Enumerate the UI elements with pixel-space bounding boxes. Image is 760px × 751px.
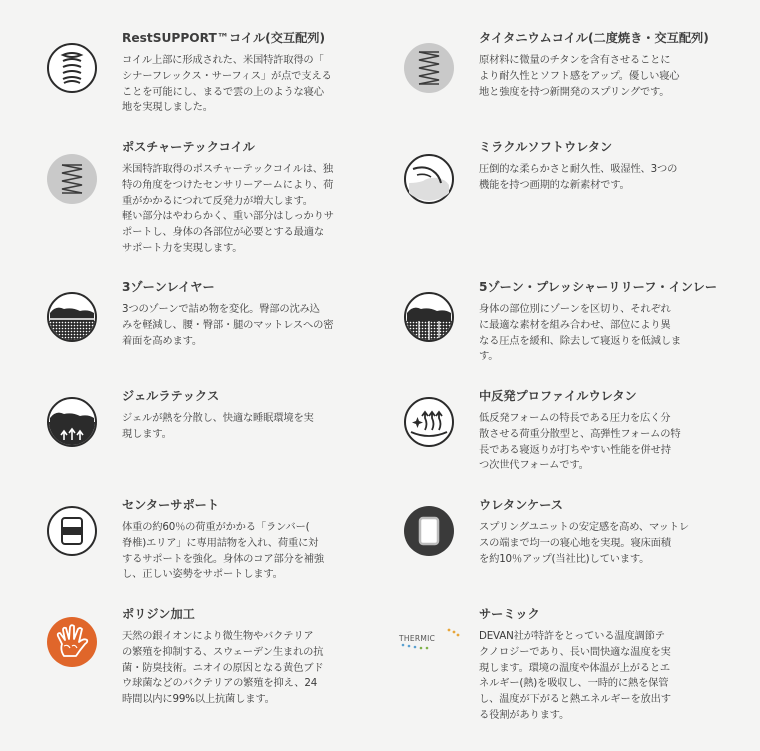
feature-profile-urethane <box>479 388 760 474</box>
feature-description: 圧倒的な柔らかさと耐久性、吸湿性、3つの 機能を持つ画期的な新素材です。 <box>479 163 678 191</box>
feature-description: 低反発フォームの特長である圧力を広く分 散させる荷重分散型と、高弾性フォームの特 長である寝返りが打ちやすい性能を併せ持 つ次世代フォームです。 <box>479 412 681 472</box>
gel-latex-icon <box>46 396 98 448</box>
thermic-logo-text: THERMIC <box>399 634 436 643</box>
feature-description: 米国特許取得のポスチャーテックコイルは、独 特の角度をつけたセンサリーアームにより、荷 重がかかるにつれて反発力が増大します。 軽い部分はやわらかく、重い部分はしっかりサ ポートし、身体の各部位が必要とする最適な サポート力を実現します。 <box>122 163 334 254</box>
feature-title: センターサポート <box>122 498 220 512</box>
feature-title: サーミック <box>479 607 540 621</box>
five-zone-inlay-icon <box>403 291 455 343</box>
feature-title: RestSUPPORT™コイル(交互配列) <box>122 31 326 45</box>
feature-title: ミラクルソフトウレタン <box>479 140 613 154</box>
restsupport-coil-icon <box>46 42 98 94</box>
urethane-case-icon <box>403 505 455 557</box>
feature-title: 中反発プロファイルウレタン <box>479 389 637 403</box>
thermic-logo <box>397 626 465 652</box>
three-zone-layer-icon <box>46 291 98 343</box>
feature-thermic <box>399 606 760 724</box>
soft-urethane-icon <box>403 153 455 205</box>
feature-title: ポリジン加工 <box>122 607 195 621</box>
polygiene-icon <box>46 616 98 668</box>
feature-title: ウレタンケース <box>479 498 563 512</box>
feature-description: 天然の銀イオンにより微生物やバクテリア の繁殖を抑制する、スウェーデン生まれの抗 菌・防臭技術。ニオイの原因となる黄色ブド ウ球菌などのバクテリアの繁殖を抑え、24 時間以内に99%以上抗菌します。 <box>122 630 324 706</box>
feature-description: 3つのゾーンで詰め物を変化。臀部の沈み込 みを軽減し、腰・臀部・腿のマットレスへの密 着面を高めます。 <box>122 303 334 347</box>
feature-title: 3ゾーンレイヤー <box>122 280 215 294</box>
feature-description: 身体の部位別にゾーンを区切り、それぞれ に最適な素材を組み合わせ、部位により異 なる圧点を緩和、除去して寝返りを低減しま す。 <box>479 303 681 363</box>
feature-description: スプリングユニットの安定感を高め、マットレ スの端まで均一の寝心地を実現。寝床面積 を約10％アップ(当社比)しています。 <box>479 521 689 565</box>
feature-description: ジェルが熱を分散し、快適な睡眠環境を実 現します。 <box>122 412 314 440</box>
feature-title: ジェルラテックス <box>122 389 220 403</box>
feature-titanium-coil <box>479 30 760 100</box>
profile-urethane-icon <box>403 396 455 448</box>
feature-description: DEVAN社が特許をとっている温度調節テ クノロジーであり、長い間快適な温度を実 現します。環境の温度や体温が上がるとエ ネルギー(熱)を吸収し、一時的に熱を保管 し、温度が下がると熱エネルギーを放出す る役割があります。 <box>479 630 671 721</box>
feature-title: タイタニウムコイル(二度焼き・交互配列) <box>479 31 709 45</box>
feature-five-zone-inlay <box>479 279 760 365</box>
feature-title: ポスチャーテックコイル <box>122 140 255 154</box>
feature-description: コイル上部に形成された、米国特許取得の「 シナーフレックス・サーフィス」が点で支える ことを可能にし、まるで雲の上のような寝心 地を実現しました。 <box>122 54 332 114</box>
feature-miracle-soft-urethane <box>479 139 760 194</box>
feature-urethane-case <box>479 497 760 567</box>
feature-title: 5ゾーン・プレッシャーリリーフ・インレー <box>479 280 718 294</box>
titanium-coil-icon <box>403 42 455 94</box>
feature-description: 原材料に微量のチタンを含有させることに より耐久性とソフト感をアップ。優しい寝心 地と強度を持つ新開発のスプリングです。 <box>479 54 680 98</box>
center-support-icon <box>46 505 98 557</box>
feature-polygiene <box>122 606 452 708</box>
posturetech-coil-icon <box>46 153 98 205</box>
feature-description: 体重の約60％の荷重がかかる「ランバー( 脊椎)エリア」に専用詰物を入れ、荷重に対 するサポートを強化。身体のコア部分を補強 し、正しい姿勢をサポートします。 <box>122 521 324 581</box>
